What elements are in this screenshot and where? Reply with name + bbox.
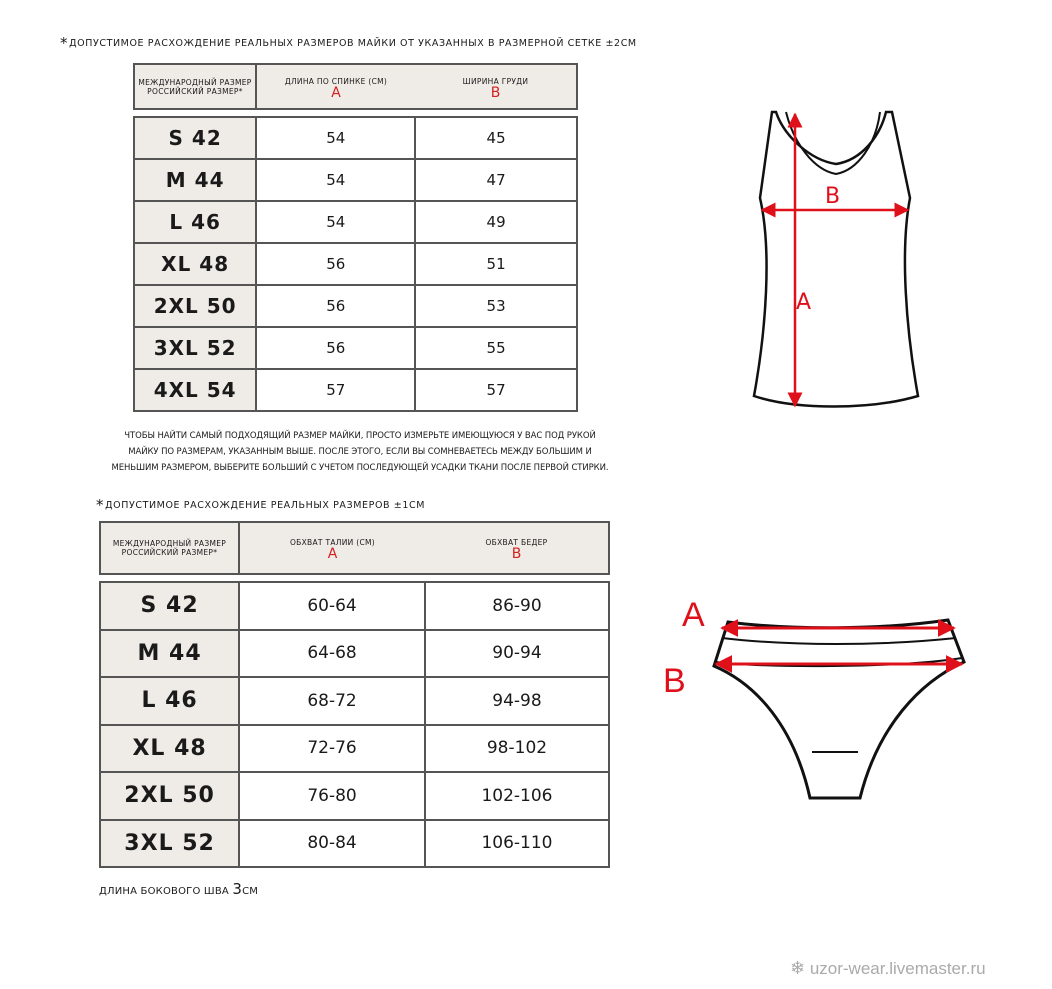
briefs-col-a-header: ОБХВАТ ТАЛИИ (СМ) A xyxy=(289,538,376,562)
size-cell: M 44 xyxy=(100,630,239,678)
value-cell-a: 56 xyxy=(256,243,415,285)
value-cell-b: 55 xyxy=(415,327,577,369)
tank-label-b: B xyxy=(825,184,841,209)
value-cell-b: 47 xyxy=(415,159,577,201)
table-row xyxy=(134,369,577,411)
size-cell: M 44 xyxy=(134,159,256,201)
size-cell: L 46 xyxy=(100,677,239,725)
value-cell-a: 80-84 xyxy=(239,820,425,868)
table-row xyxy=(134,117,577,159)
value-cell-a: 60-64 xyxy=(239,582,425,630)
value-cell-a: 56 xyxy=(256,327,415,369)
snowflake-icon: ❄ xyxy=(790,958,806,978)
value-cell-b: 49 xyxy=(415,201,577,243)
table-row xyxy=(100,677,609,725)
size-cell: XL 48 xyxy=(100,725,239,773)
size-cell: 3XL 52 xyxy=(134,327,256,369)
value-cell-a: 72-76 xyxy=(239,725,425,773)
value-cell-a: 54 xyxy=(256,117,415,159)
briefs-label-a: A xyxy=(682,596,705,634)
value-cell-a: 56 xyxy=(256,285,415,327)
size-cell: L 46 xyxy=(134,201,256,243)
briefs-tolerance-note: *ДОПУСТИМОЕ РАСХОЖДЕНИЕ РЕАЛЬНЫХ РАЗМЕРОВ ±1СМ xyxy=(96,496,425,514)
table-row xyxy=(100,630,609,678)
table-row xyxy=(100,820,609,868)
value-cell-a: 54 xyxy=(256,159,415,201)
value-cell-a: 76-80 xyxy=(239,772,425,820)
table-row xyxy=(100,725,609,773)
value-cell-b: 86-90 xyxy=(425,582,609,630)
tank-tolerance-note: *ДОПУСТИМОЕ РАСХОЖДЕНИЕ РЕАЛЬНЫХ РАЗМЕРОВ МАЙКИ ОТ УКАЗАННЫХ В РАЗМЕРНОЙ СЕТКЕ ±2СМ xyxy=(60,34,637,52)
briefs-label-b: B xyxy=(663,662,686,700)
value-cell-b: 94-98 xyxy=(425,677,609,725)
value-cell-b: 106-110 xyxy=(425,820,609,868)
briefs-size-table xyxy=(99,581,610,868)
table-row xyxy=(134,243,577,285)
tank-label-a: A xyxy=(796,290,812,315)
briefs-waistband xyxy=(722,638,956,644)
briefs-col-b-header: ОБХВАТ БЕДЕР B xyxy=(485,538,548,562)
tank-col-b-header: ШИРИНА ГРУДИ B xyxy=(462,77,529,101)
value-cell-b: 45 xyxy=(415,117,577,159)
table-row xyxy=(134,285,577,327)
side-seam-note: ДЛИНА БОКОВОГО ШВА 3СМ xyxy=(99,880,259,898)
tank-col-a-header: ДЛИНА ПО СПИНКЕ (СМ) A xyxy=(284,77,388,101)
value-cell-b: 98-102 xyxy=(425,725,609,773)
table-row xyxy=(134,327,577,369)
size-cell: S 42 xyxy=(134,117,256,159)
size-cell: 2XL 50 xyxy=(134,285,256,327)
table-row xyxy=(100,582,609,630)
tank-table-header xyxy=(133,63,578,110)
value-cell-b: 51 xyxy=(415,243,577,285)
value-cell-b: 53 xyxy=(415,285,577,327)
size-advice-text: ЧТОБЫ НАЙТИ САМЫЙ ПОДХОДЯЩИЙ РАЗМЕР МАЙКИ, ПРОСТО ИЗМЕРЬТЕ ИМЕЮЩУЮСЯ У ВАС ПОД РУКОЙ МАЙКУ ПО РАЗМЕРАМ, УКАЗАННЫМ ВЫШЕ. ПОСЛЕ ЭТОГО, ЕСЛИ ВЫ СОМНЕВАЕТЕСЬ МЕЖДУ БОЛЬШИМ И МЕНЬШИМ РАЗМЕРОМ, ВЫБЕРИТЕ БОЛЬШИЙ С УЧЕТОМ ПОСЛЕДУЮЩЕЙ УСАДКИ ТКАНИ ПОСЛЕ ПЕРВОЙ СТИРКИ. xyxy=(111,431,609,473)
value-cell-b: 102-106 xyxy=(425,772,609,820)
table-row xyxy=(134,201,577,243)
size-cell: XL 48 xyxy=(134,243,256,285)
briefs-outline xyxy=(714,620,964,798)
size-cell: 2XL 50 xyxy=(100,772,239,820)
size-cell: S 42 xyxy=(100,582,239,630)
briefs-table-header xyxy=(99,521,610,575)
value-cell-b: 90-94 xyxy=(425,630,609,678)
value-cell-a: 57 xyxy=(256,369,415,411)
size-cell: 4XL 54 xyxy=(134,369,256,411)
size-cell: 3XL 52 xyxy=(100,820,239,868)
value-cell-b: 57 xyxy=(415,369,577,411)
table-row xyxy=(100,772,609,820)
briefs-diagram xyxy=(700,600,980,810)
tank-size-header: МЕЖДУНАРОДНЫЙ РАЗМЕР РОССИЙСКИЙ РАЗМЕР* xyxy=(135,65,257,108)
briefs-size-header: МЕЖДУНАРОДНЫЙ РАЗМЕР РОССИЙСКИЙ РАЗМЕР* xyxy=(101,523,240,573)
table-row xyxy=(134,159,577,201)
value-cell-a: 64-68 xyxy=(239,630,425,678)
tank-top-diagram xyxy=(740,100,930,420)
tank-top-outline xyxy=(754,112,918,407)
tank-size-table xyxy=(133,116,578,412)
watermark: ❄ uzor-wear.livemaster.ru xyxy=(790,958,986,978)
value-cell-a: 68-72 xyxy=(239,677,425,725)
value-cell-a: 54 xyxy=(256,201,415,243)
